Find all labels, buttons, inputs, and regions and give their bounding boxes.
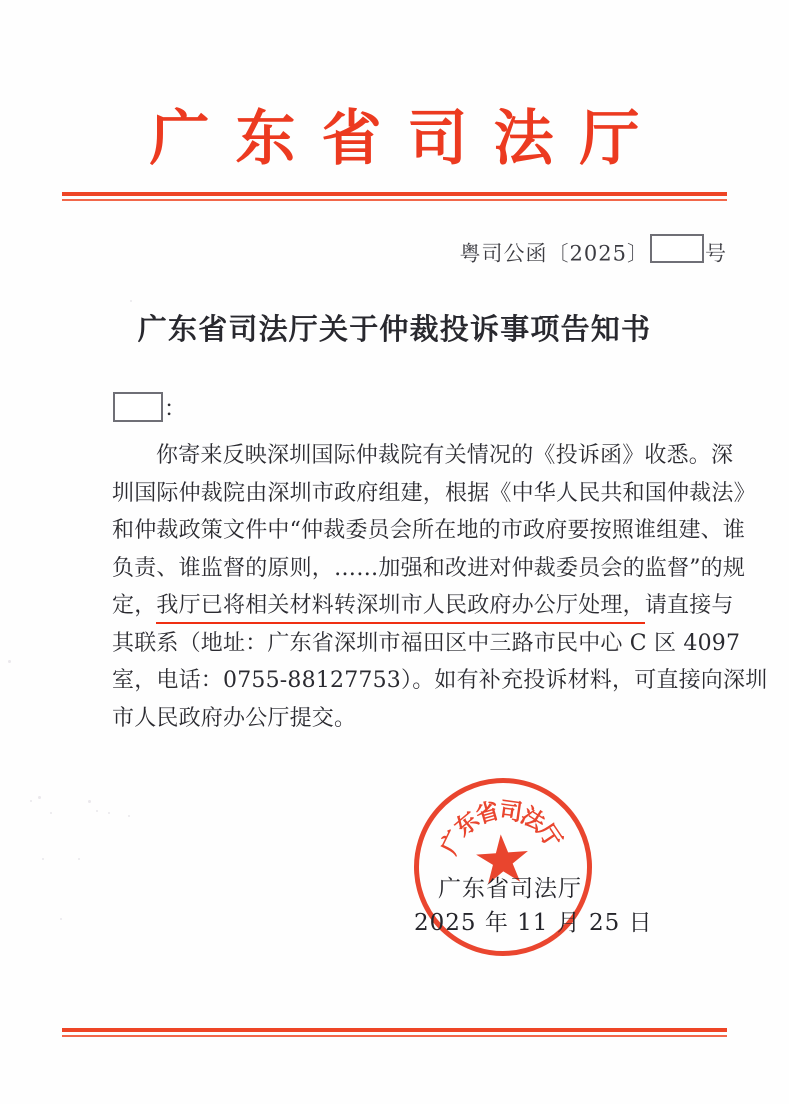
document-number-redaction-box	[650, 234, 704, 263]
scan-speck	[108, 812, 110, 814]
scan-speck	[50, 812, 52, 814]
body-line: 圳国际仲裁院由深圳市政府组建，根据《中华人民共和国仲裁法》	[112, 480, 756, 506]
salutation	[112, 392, 186, 423]
footer-rule	[62, 1028, 727, 1037]
body-line: 你寄来反映深圳国际仲裁院有关情况的《投诉函》收悉。深	[156, 443, 734, 468]
document-body	[112, 437, 768, 737]
body-line: 负责、谁监督的原则，……加强和改进对仲裁委员会的监督”的规	[112, 555, 746, 581]
document-number-suffix: 号	[705, 241, 727, 266]
scan-speck	[60, 918, 62, 920]
emphasized-underlined-text: 我厅已将相关材料转深圳市人民政府办公厅处理，	[156, 593, 644, 624]
scan-speck	[88, 800, 91, 803]
scan-speck	[130, 300, 132, 302]
footer-rule-thin	[62, 1035, 727, 1037]
signature-organization: 广东省司法厅	[438, 876, 582, 902]
header-rule	[62, 192, 727, 201]
body-line-address: 其联系（地址：广东省深圳市福田区中三路市民中心 C 区 4097	[112, 630, 741, 656]
body-line-emphasized	[112, 587, 734, 625]
signature-area	[400, 778, 653, 958]
scan-speck	[42, 858, 44, 860]
document-number-prefix: 粤司公函〔2025〕	[459, 241, 649, 266]
body-line-phone: 室，电话：0755-88127753）。如有补充投诉材料，可直接向深圳	[112, 668, 768, 693]
header-rule-thin	[62, 199, 727, 201]
scan-speck	[30, 800, 32, 802]
body-line: 市人民政府办公厅提交。	[112, 705, 357, 731]
document-number	[0, 234, 727, 268]
body-line-tail: 请直接与	[644, 593, 734, 618]
scan-speck	[78, 858, 80, 860]
seal-ring-text: 广 东 省 司 法 厅	[435, 796, 568, 859]
scan-speck	[8, 660, 11, 663]
letterhead-title: 广东省司法厅	[149, 104, 666, 174]
document-title: 广东省司法厅关于仲裁投诉事项告知书	[137, 312, 652, 346]
letterhead	[0, 104, 789, 175]
scan-speck	[128, 815, 130, 817]
body-line-prefix: 定，	[112, 593, 157, 618]
salutation-colon: ：	[164, 397, 187, 422]
body-line: 和仲裁政策文件中“仲裁委员会所在地的市政府要按照谁组建、谁	[112, 518, 746, 543]
signature-date: 2025 年 11 月 25 日	[414, 910, 653, 936]
recipient-redaction-box	[113, 392, 163, 422]
scan-speck	[38, 796, 41, 799]
scan-speck	[96, 810, 98, 812]
